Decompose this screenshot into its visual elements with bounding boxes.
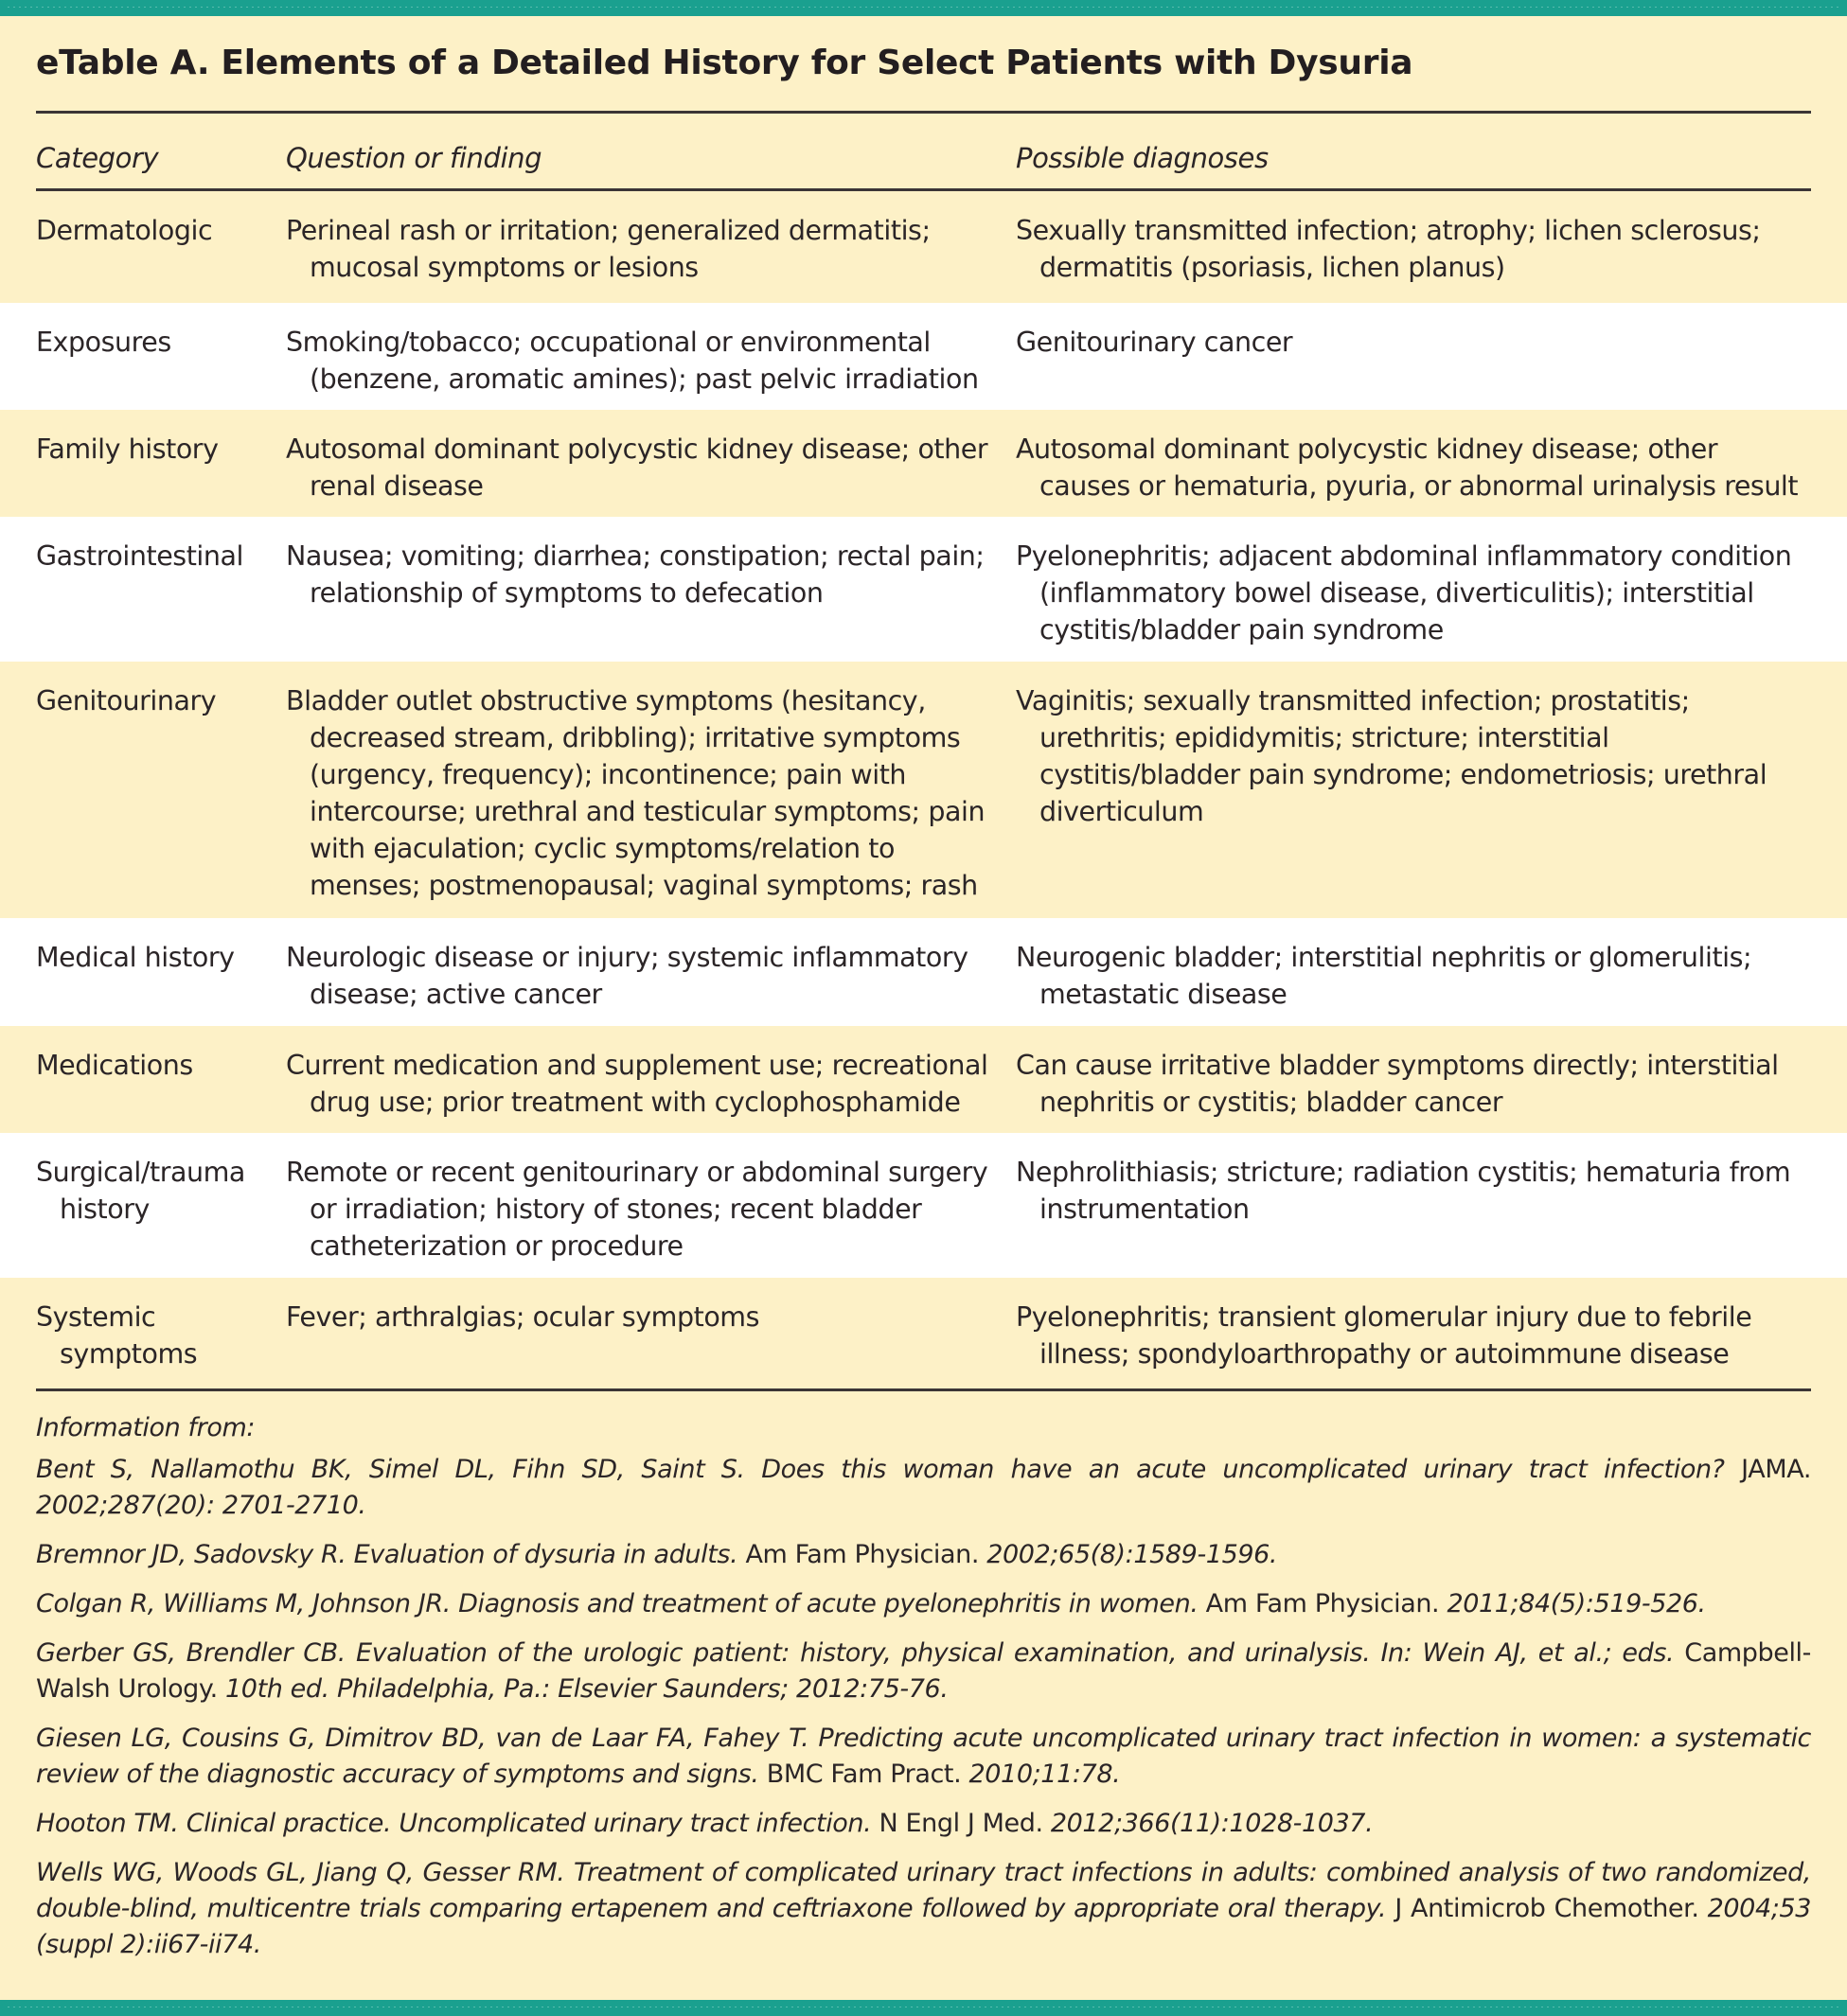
table-title: eTable A. Elements of a Detailed History for Select Patients with Dysuria <box>36 44 1413 82</box>
top-decorative-band <box>0 0 1847 16</box>
reference-citation: Gerber GS, Brendler CB. Evaluation of the urologic patient: history, physical examination, and urinalysis. In: Wein AJ, et al.; eds. <box>36 1638 1675 1668</box>
row-question: Bladder outlet obstructive symptoms (hesitancy, decreased stream, dribbling); irritative symptoms (urgency, frequency); incontinence; pain with intercourse; urethral and testicular symptoms; pain with ejaculation; cyclic symptoms/relation to menses; postmenopausal; vaginal symptoms; rash <box>286 685 986 901</box>
table-row <box>0 303 1847 410</box>
bottom-decorative-band <box>0 2000 1847 2016</box>
table-row <box>0 1026 1847 1133</box>
sources-section <box>36 1410 1811 1976</box>
table-row <box>0 410 1847 517</box>
row-category: Dermatologic <box>36 215 213 246</box>
table-bottom-rule <box>36 1388 1811 1391</box>
row-diagnoses: Nephrolithiasis; stricture; radiation cystitis; hematuria from instrumentation <box>1016 1157 1791 1225</box>
row-question: Current medication and supplement use; recreational drug use; prior treatment with cyclophosphamide <box>286 1050 988 1118</box>
row-question: Neurologic disease or injury; systemic inflammatory disease; active cancer <box>286 942 968 1010</box>
reference-journal: N Engl J Med. <box>871 1809 1051 1838</box>
table-row <box>0 1133 1847 1278</box>
row-diagnoses: Autosomal dominant polycystic kidney disease; other causes or hematuria, pyuria, or abnormal urinalysis result <box>1016 433 1799 502</box>
reference-journal: Am Fam Physician. <box>1198 1589 1447 1618</box>
reference-citation: Bent S, Nallamothu BK, Simel DL, Fihn SD, Saint S. Does this woman have an acute uncomplicated urinary tract infection? <box>36 1455 1725 1484</box>
reference-journal: JAMA. <box>1724 1455 1811 1484</box>
row-question: Perineal rash or irritation; generalized dermatitis; mucosal symptoms or lesions <box>286 215 931 283</box>
row-category: Exposures <box>36 327 171 358</box>
reference-volume: 2004;53 (suppl 2):ii67-ii74. <box>36 1894 1811 1959</box>
row-category: Genitourinary <box>36 685 217 716</box>
reference-volume: 2012;366(11):1028-1037. <box>1050 1809 1374 1838</box>
reference-citation: Colgan R, Williams M, Johnson JR. Diagnosis and treatment of acute pyelonephritis in women. <box>36 1589 1199 1618</box>
column-header-category: Category <box>36 142 159 174</box>
row-diagnoses: Pyelonephritis; adjacent abdominal inflammatory condition (inflammatory bowel disease, diverticulitis); interstitial cystitis/bladder pain syndrome <box>1016 540 1792 645</box>
row-question: Nausea; vomiting; diarrhea; constipation; rectal pain; relationship of symptoms to defecation <box>286 540 985 609</box>
reference-item <box>36 1586 1811 1622</box>
reference-citation: Wells WG, Woods GL, Jiang Q, Gesser RM. Treatment of complicated urinary tract infections in adults: combined analysis of two randomized, double-blind, multicentre trials comparing ertapenem and ceftriaxone followed by appropriate oral therapy. <box>36 1858 1811 1923</box>
reference-volume: 2002;287(20): 2701-2710. <box>36 1491 366 1520</box>
table-row <box>0 191 1847 303</box>
row-question: Smoking/tobacco; occupational or environmental (benzene, aromatic amines); past pelvic irradiation <box>286 327 979 395</box>
reference-item <box>36 1537 1811 1573</box>
reference-item <box>36 1806 1811 1842</box>
row-diagnoses: Sexually transmitted infection; atrophy; lichen sclerosus; dermatitis (psoriasis, lichen planus) <box>1016 215 1761 283</box>
reference-citation: Bremnor JD, Sadovsky R. Evaluation of dysuria in adults. <box>36 1540 738 1569</box>
reference-item <box>36 1721 1811 1793</box>
reference-journal: Campbell-Walsh Urology. <box>36 1638 1811 1704</box>
title-rule <box>36 111 1811 114</box>
reference-citation: Giesen LG, Cousins G, Dimitrov BD, van de Laar FA, Fahey T. Predicting acute uncomplicated urinary tract infection in women: a systematic review of the diagnostic accuracy of symptoms and signs. <box>36 1724 1811 1789</box>
reference-journal: J Antimicrob Chemother. <box>1386 1894 1708 1923</box>
table-row <box>0 517 1847 662</box>
reference-item <box>36 1452 1811 1524</box>
row-question: Fever; arthralgias; ocular symptoms <box>286 1301 760 1333</box>
row-category: Surgical/trauma history <box>36 1157 245 1225</box>
column-header-diagnoses: Possible diagnoses <box>1016 142 1269 174</box>
table-row <box>0 662 1847 918</box>
row-question: Autosomal dominant polycystic kidney disease; other renal disease <box>286 433 988 502</box>
row-diagnoses: Vaginitis; sexually transmitted infection; prostatitis; urethritis; epididymitis; stricture; interstitial cystitis/bladder pain syndrome; endometriosis; urethral diverticulum <box>1016 685 1767 827</box>
column-header-question: Question or finding <box>286 142 542 174</box>
row-diagnoses: Can cause irritative bladder symptoms directly; interstitial nephritis or cystitis; bladder cancer <box>1016 1050 1779 1118</box>
reference-volume: 10th ed. Philadelphia, Pa.: Elsevier Saunders; 2012:75-76. <box>225 1674 949 1704</box>
table-body <box>0 191 1847 1385</box>
reference-item <box>36 1855 1811 1963</box>
row-category: Medications <box>36 1050 193 1081</box>
table-row <box>0 918 1847 1026</box>
reference-item <box>36 1636 1811 1707</box>
row-category: Systemic symptoms <box>36 1301 198 1370</box>
row-diagnoses: Pyelonephritis; transient glomerular injury due to febrile illness; spondyloarthropathy or autoimmune disease <box>1016 1301 1752 1370</box>
row-question: Remote or recent genitourinary or abdominal surgery or irradiation; history of stones; recent bladder catheterization or procedure <box>286 1157 988 1262</box>
row-diagnoses: Genitourinary cancer <box>1016 327 1293 358</box>
reference-volume: 2002;65(8):1589-1596. <box>986 1540 1278 1569</box>
sources-label: Information from: <box>36 1413 256 1442</box>
reference-journal: BMC Fam Pract. <box>758 1760 969 1789</box>
reference-citation: Hooton TM. Clinical practice. Uncomplicated urinary tract infection. <box>36 1809 872 1838</box>
row-diagnoses: Neurogenic bladder; interstitial nephritis or glomerulitis; metastatic disease <box>1016 942 1752 1010</box>
reference-volume: 2011;84(5):519-526. <box>1447 1589 1706 1618</box>
row-category: Medical history <box>36 942 235 973</box>
row-category: Gastrointestinal <box>36 540 243 572</box>
reference-journal: Am Fam Physician. <box>737 1540 987 1569</box>
reference-volume: 2010;11:78. <box>968 1760 1121 1789</box>
row-category: Family history <box>36 433 219 465</box>
table-row <box>0 1278 1847 1385</box>
